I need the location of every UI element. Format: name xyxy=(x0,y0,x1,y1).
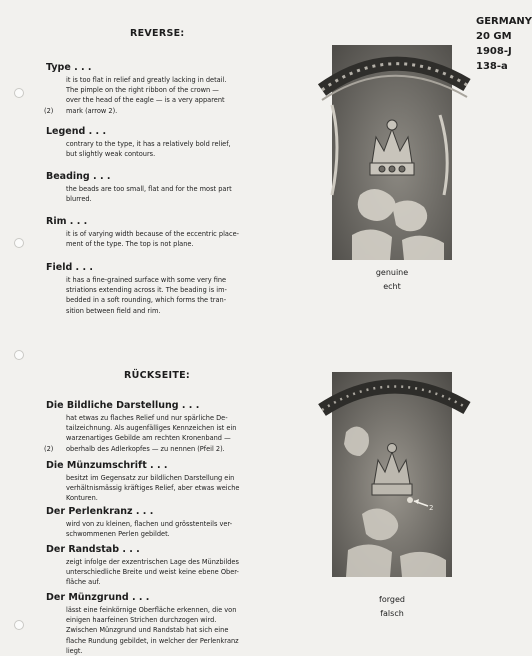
arrow-reference: (2) xyxy=(44,106,54,115)
description-line: einigen haarfeinen Strichen durchzogen wird. xyxy=(66,616,217,625)
description-line: but slightly weak contours. xyxy=(66,150,156,159)
binder-hole xyxy=(14,620,24,630)
description-line: zeigt infolge der exzentrischen Lage des Münzbildes xyxy=(66,558,239,566)
description-line: over the head of the eagle — is a very apparent xyxy=(66,96,225,105)
term: Die Münzumschrift . . . xyxy=(46,460,168,471)
country-label: GERMANY xyxy=(476,16,532,27)
arrow-reference: (2) xyxy=(44,444,54,453)
rueckseite-item-darstellung xyxy=(46,400,261,454)
caption-german: falsch xyxy=(380,609,404,618)
description xyxy=(46,557,261,588)
description xyxy=(46,275,261,316)
rueckseite-heading: RÜCKSEITE: xyxy=(124,370,190,381)
description xyxy=(46,75,261,116)
description-line: contrary to the type, it has a relatively bold relief, xyxy=(66,140,231,148)
binder-hole xyxy=(14,238,24,248)
term: Rim . . . xyxy=(46,216,88,227)
description-line: mark (arrow 2). xyxy=(66,106,118,115)
description-line: warzenartiges Gebilde am rechten Kronenband — xyxy=(66,434,231,443)
description-line: besitzt im Gegensatz zur bildlichen Darstellung ein xyxy=(66,474,235,482)
binder-hole xyxy=(14,350,24,360)
description xyxy=(46,605,261,656)
genuine-coin-image xyxy=(332,45,452,260)
term: Der Randstab . . . xyxy=(46,544,140,555)
term: Legend . . . xyxy=(46,126,107,137)
description-line: lässt eine feinkörnige Oberfläche erkennen, die von xyxy=(66,606,237,614)
description-line: striations extending across it. The beading is im- xyxy=(66,286,227,295)
term: Der Perlenkranz . . . xyxy=(46,506,154,517)
reverse-item-legend xyxy=(46,126,261,159)
description xyxy=(46,473,261,504)
description-line: it is too flat in relief and greatly lacking in detail. xyxy=(66,76,227,84)
catalog-ref-label: 138-a xyxy=(476,61,508,72)
caption-english: genuine xyxy=(375,268,409,277)
caption-german: echt xyxy=(383,282,401,291)
description-line: schwommenen Perlen gebildet. xyxy=(66,530,170,539)
rueckseite-item-perlenkranz xyxy=(46,506,261,539)
term: Beading . . . xyxy=(46,171,111,182)
forged-coin-photo xyxy=(332,372,452,577)
description-line: blurred. xyxy=(66,195,92,204)
rueckseite-item-randstab xyxy=(46,544,261,588)
description-line: sition between field and rim. xyxy=(66,306,161,315)
description-line: flache Rundung gebildet, in welcher der Perlenkranz xyxy=(66,636,239,645)
reverse-item-rim xyxy=(46,216,261,249)
genuine-caption xyxy=(340,266,444,294)
description-line: Konturen. xyxy=(66,494,98,503)
reverse-item-type xyxy=(46,62,261,116)
description-line: fläche auf. xyxy=(66,578,101,587)
description-line: wird von zu kleinen, flachen und grösstenteils ver- xyxy=(66,520,233,528)
term: Field . . . xyxy=(46,262,93,273)
description-line: Zwischen Münzgrund und Randstab hat sich eine xyxy=(66,626,229,635)
reverse-item-field xyxy=(46,262,261,316)
description-line: the beads are too small, flat and for the most part xyxy=(66,185,232,193)
description-line: verhältnismässig kräftiges Relief, aber etwas weiche xyxy=(66,484,240,493)
description-line: ment of the type. The top is not plane. xyxy=(66,240,194,249)
date-mint-label: 1908-J xyxy=(476,46,512,57)
caption-english: forged xyxy=(379,595,405,604)
rueckseite-item-muenzgrund xyxy=(46,592,261,656)
forged-coin-image xyxy=(332,372,452,577)
description-line: The pimple on the right ribbon of the crown — xyxy=(66,86,219,95)
description-line: tailzeichnung. Als augenfälliges Kennzeichen ist ein xyxy=(66,424,237,433)
term: Type . . . xyxy=(46,62,92,73)
term: Der Münzgrund . . . xyxy=(46,592,150,603)
reverse-item-beading xyxy=(46,171,261,204)
country-tag xyxy=(476,14,532,74)
binder-hole xyxy=(14,88,24,98)
description xyxy=(46,184,261,204)
description-line: liegt. xyxy=(66,646,83,655)
description-line: it is of varying width because of the eccentric place- xyxy=(66,230,240,238)
description-line: hat etwas zu flaches Relief und nur spärliche De- xyxy=(66,414,228,422)
description xyxy=(46,229,261,249)
description xyxy=(46,413,261,454)
description xyxy=(46,519,261,539)
rueckseite-item-umschrift xyxy=(46,460,261,504)
description xyxy=(46,139,261,159)
genuine-coin-photo xyxy=(332,45,452,260)
description-line: unterschiedliche Breite und weist keine ebene Ober- xyxy=(66,568,239,577)
reverse-heading: REVERSE: xyxy=(130,28,185,39)
forged-caption xyxy=(340,593,444,621)
description-line: it has a fine-grained surface with some very fine xyxy=(66,276,227,284)
description-line: oberhalb des Adlerkopfes — zu nennen (Pfeil 2). xyxy=(66,444,225,453)
term: Die Bildliche Darstellung . . . xyxy=(46,400,200,411)
arrow-label: 2 xyxy=(429,504,434,512)
denomination-label: 20 GM xyxy=(476,31,512,42)
description-line: bedded in a soft rounding, which forms the tran- xyxy=(66,296,227,305)
